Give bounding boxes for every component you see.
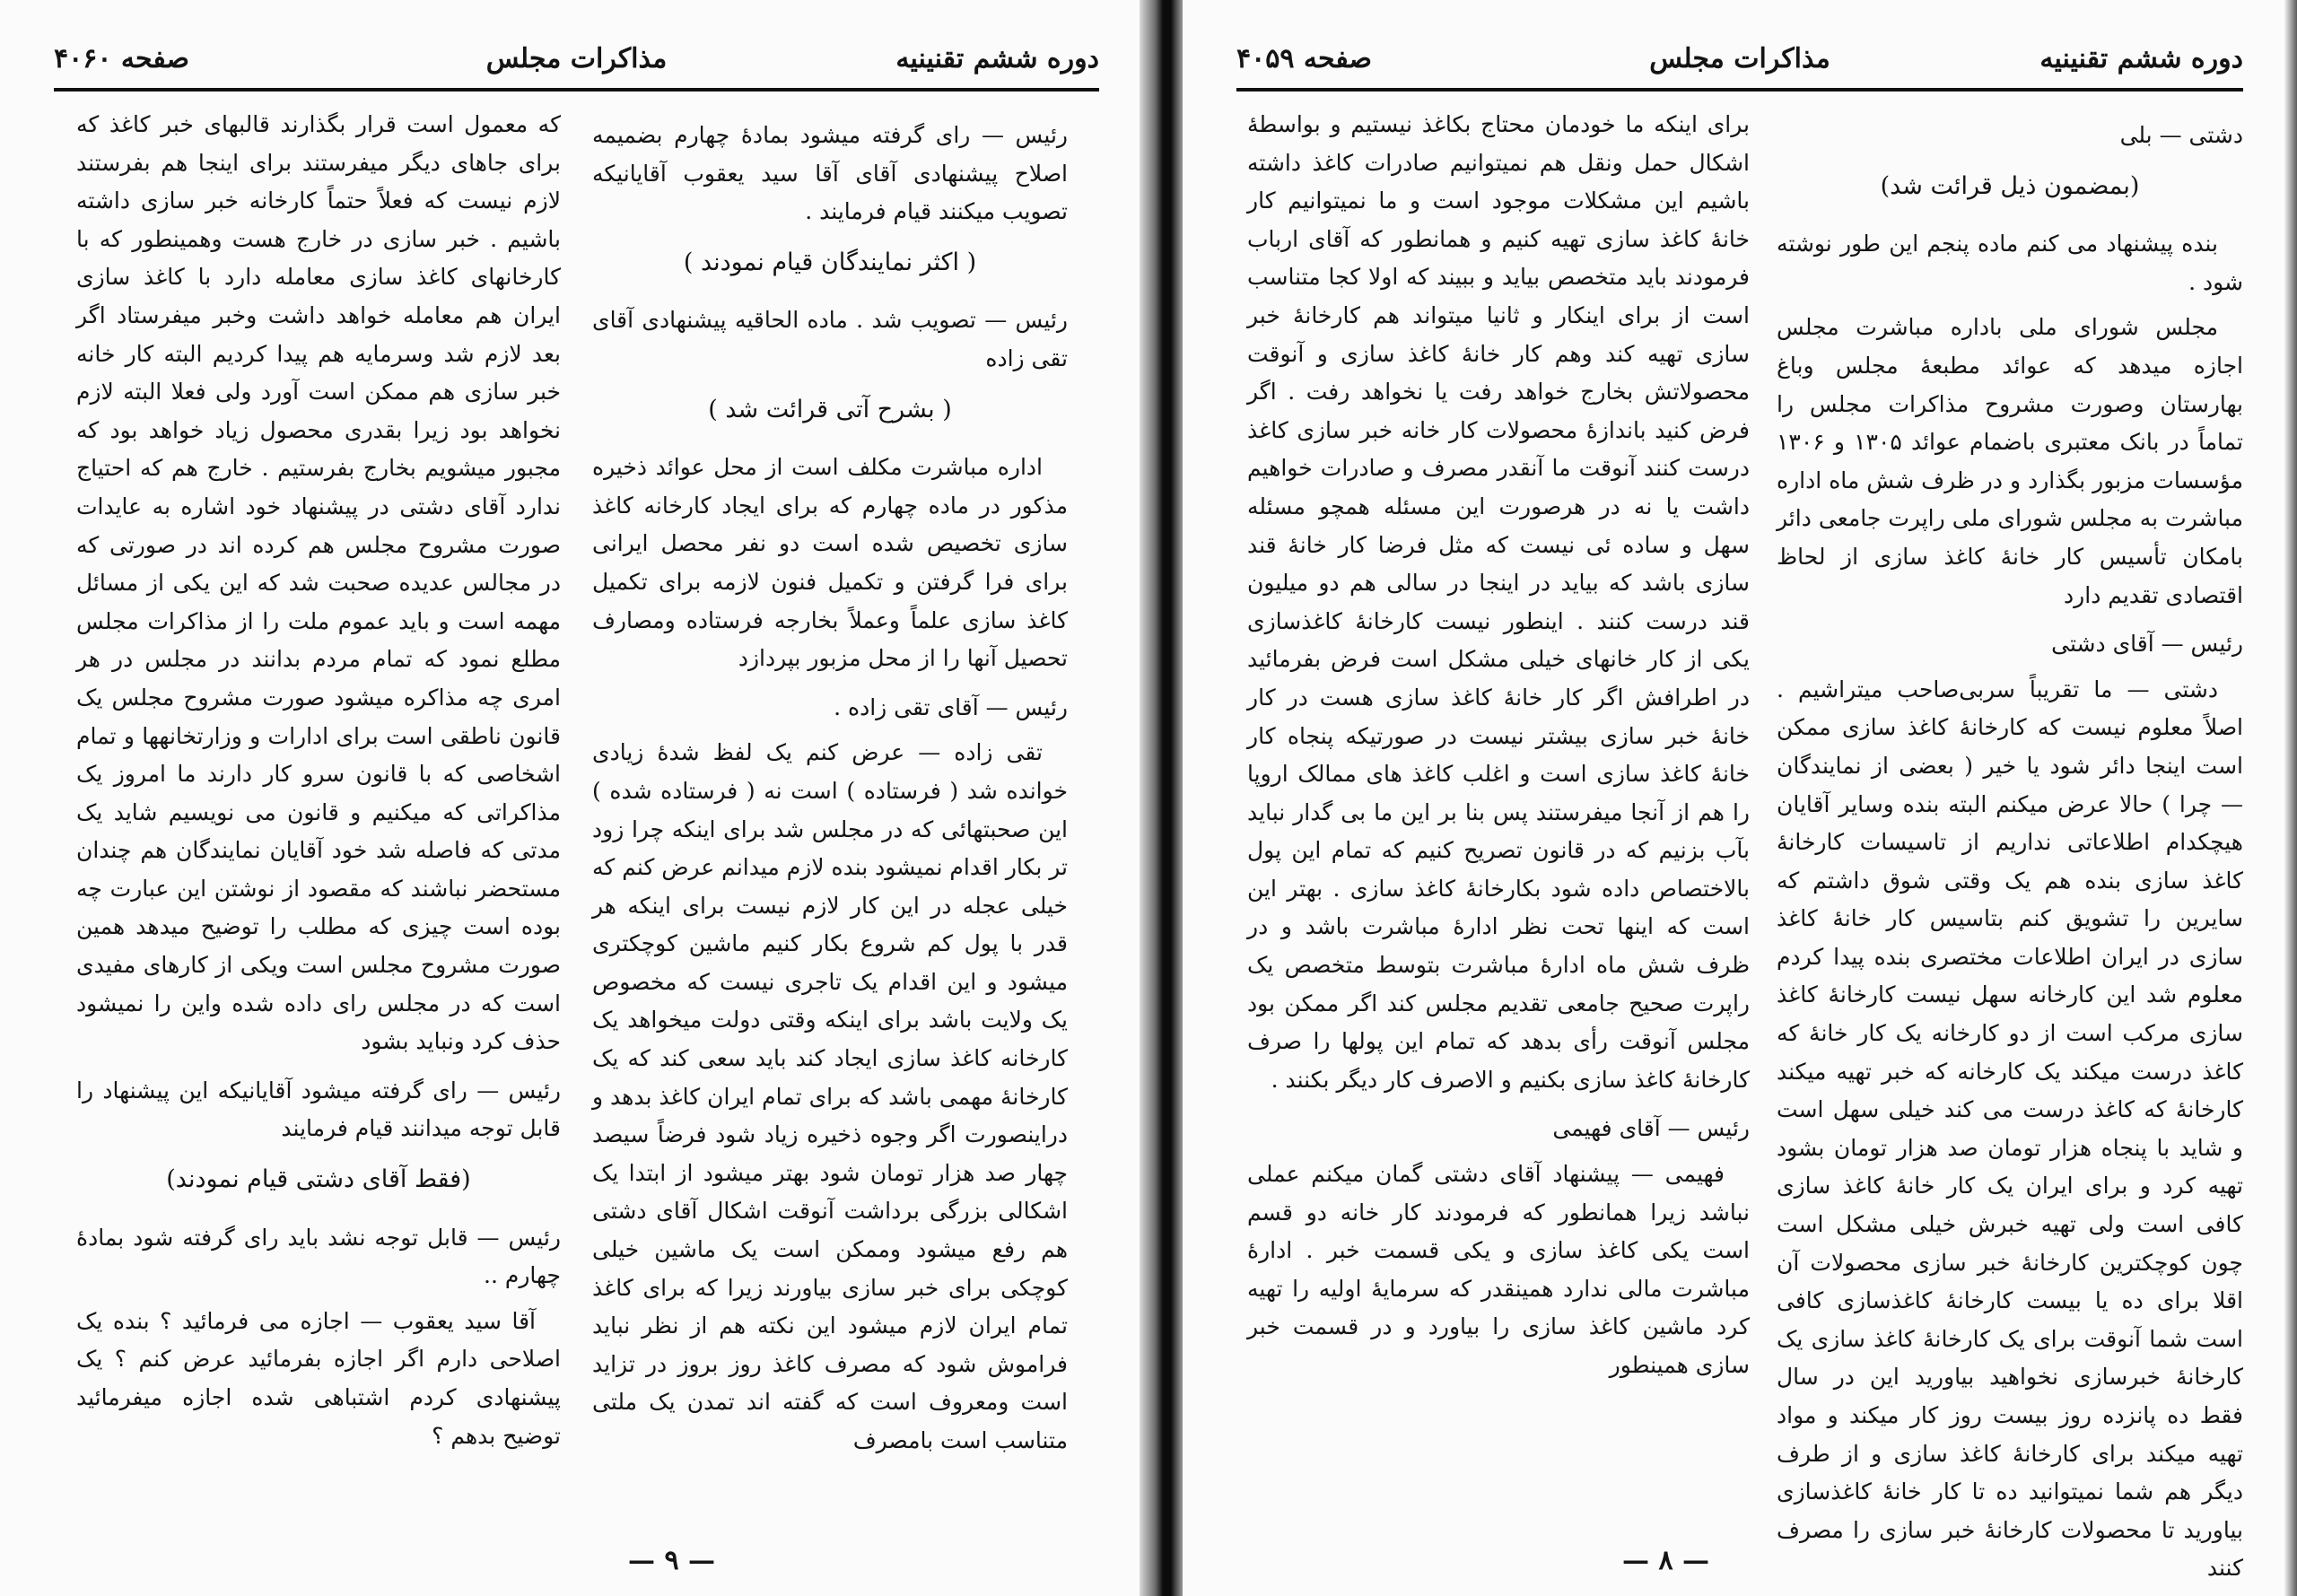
bracket-note: ( بشرح آتی قرائت شد ) xyxy=(708,395,952,423)
paragraph: تقی زاده — عرض کنم یک لفظ شدهٔ زیادی خوانده شد ( فرستاده ) است نه ( فرستاده شده ) این صحبتهائی که در مجلس شد برای اینکه چرا زود تر بکار اقدام نمیشود بنده لازم میدانم عرض کنم که خیلی عجله در این کار لازم نیست برای اینکه هر قدر با پول کم شروع بکار کنیم ماشین کوچکتری میشود و این اقدام یک تاجری نیست که مخصوص یک ولایت باشد برای اینکه وقتی دولت میخواهد یک کارخانه کاغذ سازی ایجاد کند باید سعی کند که یک کارخانهٔ مهمی باشد که برای تمام ایران کاغذ بدهد و دراینصورت اگر وجوه ذخیره زیاد شود فرضاً سیصد چهار صد هزار تومان شود بهتر میشود از ابتدا یک اشکالی بزرگی برداشت آنوقت اشکال آقای دشتی هم رفع میشود وممکن است یک ماشین خیلی کوچکی برای خبر سازی بیاورند زیرا که برای کاغذ تمام ایران لازم میشود این نکته هم از نظر نباید فراموش شود که مصرف کاغذ روز بروز در تزاید است ومعروف است که گفته اند تمدن یک ملتی متناسب است بامصرف xyxy=(592,739,1068,1453)
left-page-header xyxy=(54,34,1099,92)
right-page-header-rule xyxy=(1236,88,2243,92)
paragraph: رئیس — رای گرفته میشود بمادهٔ چهارم بضمیمه اصلاح پیشنهادی آقای آقا سید یعقوب آقایانیکه تصویب میکنند قیام فرمایند . xyxy=(592,122,1068,225)
paragraph: اداره مباشرت مکلف است از محل عوائد ذخیره مذکور در ماده چهارم که برای ایجاد کارخانه کاغذ سازی تخصیص شده است دو نفر محصل ایرانی برای فرا گرفتن و تکمیل فنون لازمه برای تکمیل کاغذ سازی علماً وعملاً بخارجه فرستاده ومصارف تحصیل آنها را از محل مزبور بپردازد xyxy=(592,454,1068,672)
paragraph: رئیس — آقای تقی زاده . xyxy=(834,693,1068,720)
paragraph: رئیس — آقای فهیمی xyxy=(1552,1115,1750,1142)
left-page-number: صفحه ۴۰۶۰ xyxy=(54,43,189,74)
paragraph: بنده پیشنهاد می کنم ماده پنجم این طور نوشته شود . xyxy=(1777,231,2243,295)
paragraph: رئیس — قابل توجه نشد باید رای گرفته شود بمادهٔ چهارم .. xyxy=(76,1224,561,1289)
right-page-edge-shadow xyxy=(2284,0,2297,1596)
left-page-session: دوره ششم تقنینیه xyxy=(895,43,1099,74)
paragraph: مجلس شورای ملی باداره مباشرت مجلس اجازه میدهد که عوائد مطبعهٔ مجلس وباغ بهارستان وصورت مشروح مذاکرات مجلس را تماماً در بانک معتبری باضمام عوائد ۱۳۰۵ و ۱۳۰۶ مؤسسات مزبور بگذارد و در ظرف شش ماه اداره مباشرت به مجلس شورای ملی راپرت جامعی دائر بامکان تأسیس کار خانهٔ کاغذ سازی از لحاظ اقتصادی تقدیم دارد xyxy=(1777,314,2244,608)
paragraph: دشتی — بلی xyxy=(2119,122,2243,148)
paragraph: آقا سید یعقوب — اجازه می فرمائید ؟ بنده یک اصلاحی دارم اگر اجازه بفرمائید عرض کنم ؟ یک پیشنهادی کردم اشتباهی شده اجازه میفرمائید توضیح بدهم ؟ xyxy=(76,1307,561,1449)
left-page-header-rule xyxy=(54,88,1099,92)
right-page-number: صفحه ۴۰۵۹ xyxy=(1236,43,1372,74)
left-page-right-column xyxy=(592,106,1068,1524)
paragraph: دشتی — ما تقریباً سربی‌صاحب میتراشیم . اصلاً معلوم نیست که کارخانهٔ کاغذ سازی ممکن است اینجا دائر شود یا خیر ( بعضی از نمایندگان — چرا ) حالا عرض میکنم البته بنده وسایر آقایان هیچکدام اطلاعاتی نداریم از تاسیسات کارخانهٔ کاغذ سازی بنده هم یک وقتی شوق داشتم که سایرین را تشویق کنم بتاسیس کار خانهٔ کاغذ سازی در ایران اطلاعات مختصری بنده پیدا کردم معلوم شد این کارخانه سهل نیست کارخانهٔ کاغذ سازی مرکب است از دو کارخانه یک کار خانهٔ که کاغذ درست میکند یک کارخانه که خبر تهیه میکند کارخانهٔ که کاغذ درست می کند خیلی سهل است و شاید با پنجاه هزار تومان صد هزار تومان بشود تهیه کرد و برای ایران یک کار خانهٔ کاغذ سازی کافی است ولی تهیه خبرش خیلی مشکل است چون کوچکترین کارخانهٔ خبر سازی محصولات آن اقلا برای ده یا بیست کارخانهٔ کاغذسازی کافی است شما آنوقت برای یک کارخانهٔ کاغذ سازی یک کارخانهٔ خبرسازی نخواهید بیاورید این در سال فقط ده پانزده روز بیست روز کار میکند و مواد تهیه میکند برای کارخانهٔ کاغذ سازی و از طرف دیگر هم شما نمیتوانید ده تا کار خانهٔ کاغذسازی بیاورید تا محصولات کارخانهٔ خبر سازی را مصرف کنند xyxy=(1777,676,2243,1582)
paragraph: رئیس — رای گرفته میشود آقایانیکه این پیشنهاد را قابل توجه میدانند قیام فرمایند xyxy=(76,1077,561,1142)
paragraph: رئیس — تصویب شد . ماده الحاقیه پیشنهادی آقای تقی زاده xyxy=(592,307,1068,371)
bracket-note: ( اکثر نمایندگان قیام نمودند ) xyxy=(683,248,977,276)
left-page-footer-number: — ۹ — xyxy=(628,1545,716,1576)
left-page-left-column xyxy=(76,106,561,1524)
bracket-note: (بمضمون ذیل قرائت شد) xyxy=(1880,171,2140,200)
right-page-header xyxy=(1236,34,2243,92)
paragraph: رئیس — آقای دشتی xyxy=(2051,631,2243,658)
right-page-right-column xyxy=(1777,106,2244,1582)
right-page-title: مذاکرات مجلس xyxy=(1649,43,1830,74)
right-page xyxy=(1183,0,2297,1596)
paragraph: که معمول است قرار بگذارند قالبهای خبر کاغذ که برای جاهای دیگر میفرستند برای اینجا هم بفرستند لازم نیست که فعلاً حتماً کارخانه خبر سازی داشته باشیم . خبر سازی در خارج هست وهمینطور که با کارخانهای کاغذ سازی معامله دارد با کاغذ سازی ایران هم معامله خواهد داشت وخبر میفرستاد اگر بعد لازم شد وسرمایه هم پیدا کردیم البته کار خانه خبر سازی هم ممکن است آورد ولی فعلا البته لازم نخواهد بود زیرا بقدری محصول زیاد خواهد بود که مجبور میشویم بخارج بفرستیم . خارج هم که احتیاج ندارد آقای دشتی در پیشنهاد خود اشاره به عایدات صورت مشروح مجلس هم کرده اند در صورتی که در مجالس عدیده صحبت شد که این یکی از مسائل مهمه است و باید عموم ملت را از مذاکرات مجلس مطلع نمود که تمام مردم بدانند در مجلس در هر امری چه مذاکره میشود صورت مشروح مجلس یک قانون ناطقی است برای ادارات و وزارتخانهها و تمام اشخاصی که با قانون سرو کار دارند ما امروز یک مذاکراتی که میکنیم و قانون می نویسیم شاید یک مدتی که فاصله شد خود آقایان نمایندگان هم چندان مستحضر نباشند که مقصود از نوشتن این عبارت چه بوده است چیزی که مطلب را توضیح میدهد همین صورت مشروح مجلس است ویکی از کارهای مفیدی است که در مجلس رای داده شده واین را نمیشود حذف کرد ونباید بشود xyxy=(76,111,561,1055)
right-page-footer-number: — ۸ — xyxy=(1622,1545,1710,1576)
paragraph: برای اینکه ما خودمان محتاج بکاغذ نیستیم و بواسطهٔ اشکال حمل ونقل هم نمیتوانیم صادرات کاغذ داشته باشیم این مشکلات موجود است و ما نمیتوانیم کار خانهٔ کاغذ سازی تهیه کنیم و همانطور که آقای ارباب فرمودند باید متخصص بیاید و ببیند که اولا کجا متناسب است از برای اینکار و ثانیا میتواند هم کارخانهٔ خبر سازی تهیه کند وهم کار خانهٔ کاغذ سازی و آنوقت محصولاتش بخارج خواهد رفت یا نخواهد رفت . اگر فرض کنید باندازهٔ محصولات کار خانه خبر سازی کاغذ درست کنند آنوقت ما آنقدر مصرف و صادرات خواهیم داشت یا نه در هرصورت این مسئله همچو مسئله سهل و ساده ئی نیست که مثل فرضا کار خانهٔ قند سازی باشد که بیاید در اینجا در سالی هم دو میلیون قند درست کنند . اینطور نیست کارخانهٔ کاغذسازی یکی از کار خانهای خیلی مشکل است فرض بفرمائید در اطرافش اگر کار خانهٔ کاغذ سازی هست در کار خانهٔ خبر سازی بیشتر نیست در صورتیکه پنجاه کار خانهٔ کاغذ سازی است و اغلب کاغذ های ممالک اروپا را هم از آنجا میفرستند پس بنا بر این ما بی گدار نباید بآب بزنیم که در قانون تصریح کنیم که تمام این پول بالاختصاص داده شود بکارخانهٔ کاغذ سازی . بهتر این است که اینها تحت نظر ادارهٔ مباشرت باشد و در ظرف شش ماه ادارهٔ مباشرت بتوسط متخصص یک راپرت صحیح جامعی تقدیم مجلس کند اگر ممکن بود مجلس آنوقت رأی بدهد که تمام این پولها را صرف کارخانهٔ کاغذ سازی بکنیم و الاصرف کار دیگر بکنند . xyxy=(1247,111,1750,1093)
left-page-title: مذاکرات مجلس xyxy=(485,43,668,74)
paragraph: فهیمی — پیشنهاد آقای دشتی گمان میکنم عملی نباشد زیرا همانطور که فرمودند کار خانه دو قسم است یکی کاغذ سازی و یکی قسمت خبر . ادارهٔ مباشرت مالی ندارد همینقدر که سرمایهٔ اولیه را تهیه کرد ماشین کاغذ سازی را بیاورد و در قسمت خبر سازی همینطور xyxy=(1247,1161,1750,1378)
right-page-session: دوره ششم تقنینیه xyxy=(2039,43,2243,74)
right-page-left-column xyxy=(1247,106,1750,1524)
bracket-note: (فقط آقای دشتی قیام نمودند) xyxy=(166,1165,471,1194)
